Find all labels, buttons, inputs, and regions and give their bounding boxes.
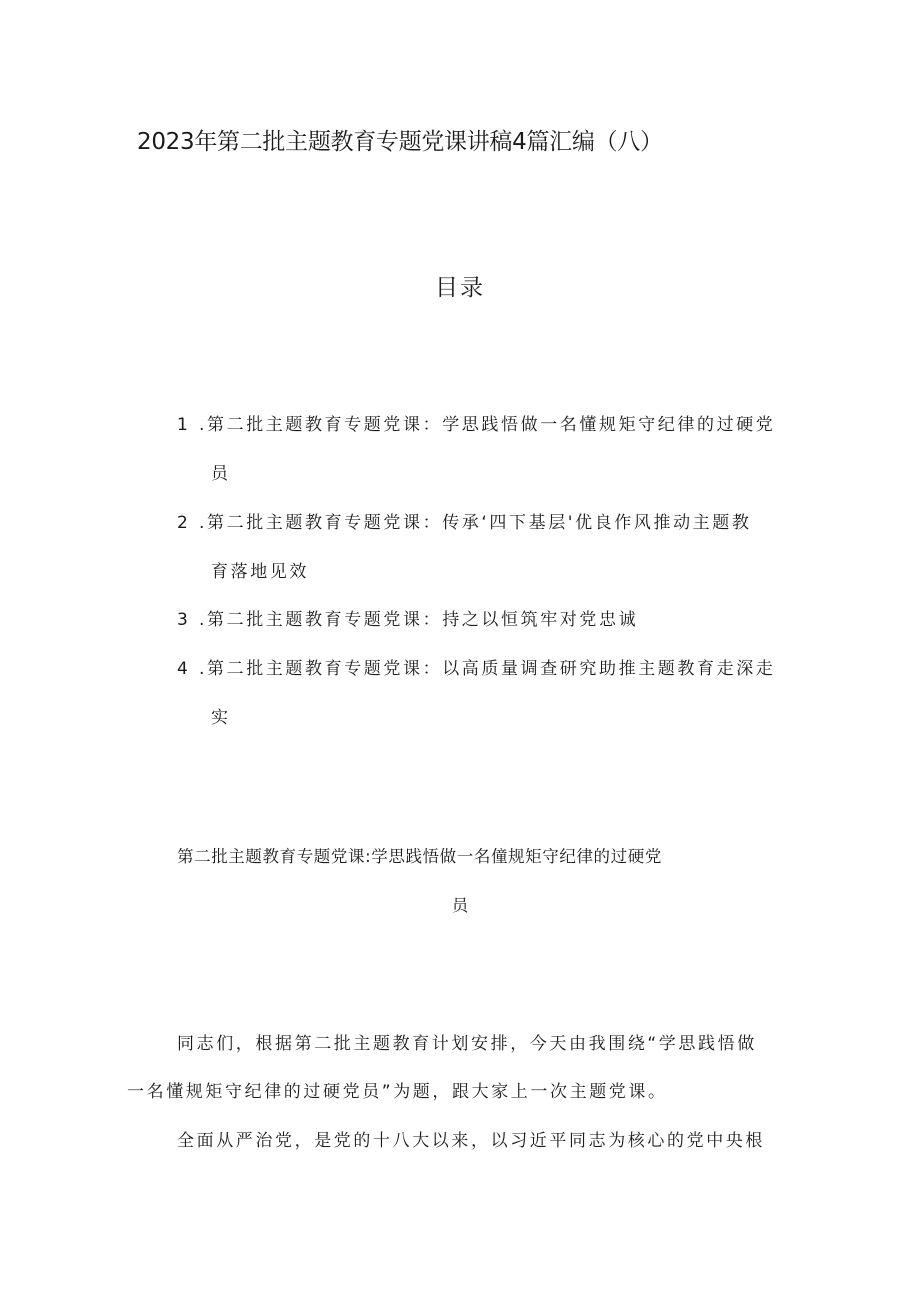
toc-item-1[interactable]	[177, 413, 775, 437]
toc-item-number: 4	[177, 659, 188, 679]
paragraph-1-line-1: 同志们，根据第二批主题教育计划安排，今天由我围绕“学思践悟做	[177, 1034, 757, 1054]
toc-item-2[interactable]	[177, 511, 751, 535]
toc-item-number: 1	[177, 415, 188, 435]
paragraph-1-line-2: 一名懂规矩守纪律的过硬党员”为题，跟大家上一次主题党课。	[127, 1082, 668, 1102]
toc-item-number: 3	[177, 610, 188, 630]
section-title-continuation: 员	[451, 896, 469, 915]
toc-item-1-continuation: 员	[211, 464, 231, 484]
toc-item-text: .第二批主题教育专题党课：以高质量调查研究助推主题教育走深走	[199, 659, 776, 679]
paragraph-2-line-1: 全面从严治党，是党的十八大以来，以习近平同志为核心的党中央根	[177, 1131, 765, 1151]
toc-item-text: .第二批主题教育专题党课：传承‘四下基层'优良作风推动主题教	[199, 513, 752, 533]
toc-item-4-continuation: 实	[211, 708, 231, 728]
section-title: 第二批主题教育专题党课:学思践悟做一名僮规矩守纪律的过硬党	[177, 847, 662, 866]
toc-item-number: 2	[177, 513, 188, 533]
toc-item-2-continuation: 育落地见效	[211, 562, 309, 582]
toc-item-4[interactable]	[177, 657, 775, 681]
toc-item-text: .第二批主题教育专题党课：学思践悟做一名懂规矩守纪律的过硬党	[199, 415, 776, 435]
document-title: 2023年第二批主题教育专题党课讲稿4篇汇编（八）	[137, 129, 663, 155]
toc-heading: 目录	[435, 275, 485, 301]
toc-item-text: .第二批主题教育专题党课：持之以恒筑牢对党忠诚	[199, 610, 639, 630]
toc-item-3[interactable]	[177, 608, 638, 632]
